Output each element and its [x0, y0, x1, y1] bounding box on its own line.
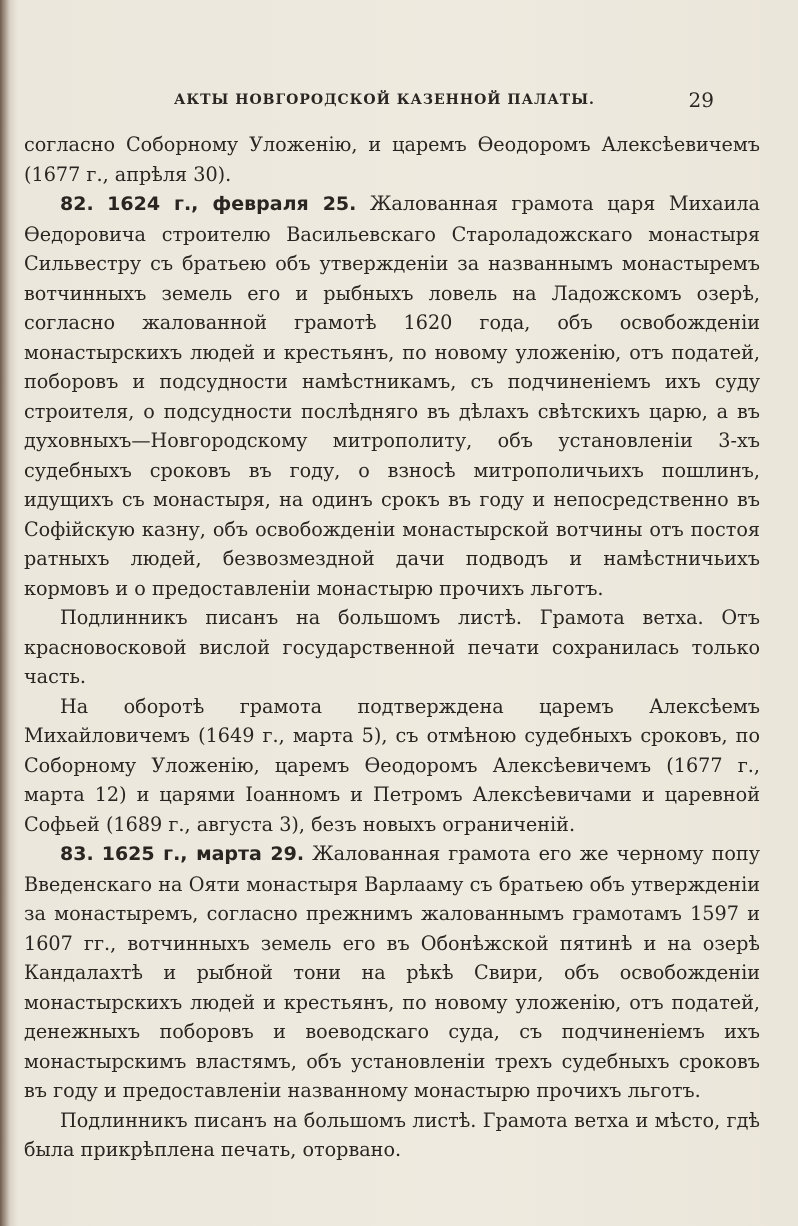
paragraph-text: Подлинникъ писанъ на большомъ листѣ. Грамота ветха и мѣсто, гдѣ была прикрѣплена печать, оторвано.: [24, 1108, 760, 1161]
paragraph-text: Подлинникъ писанъ на большомъ листѣ. Грамота ветха. Отъ красновосковой вислой государственной печати сохранилась только часть.: [24, 606, 760, 688]
entry-82: [24, 189, 760, 603]
entry-date: 1624 г., февраля 25.: [107, 193, 357, 215]
entry-number: 83.: [60, 843, 94, 865]
page-body: [24, 130, 760, 1165]
entry-date: 1625 г., марта 29.: [101, 843, 305, 865]
page-number: 29: [688, 88, 714, 112]
paragraph-continuation: [24, 130, 760, 189]
paragraph-text: На оборотѣ грамота подтверждена царемъ Алексѣемъ Михайловичемъ (1649 г., марта 5), съ отмѣною судебныхъ сроковъ, по Соборному Уложенію, царемъ Ѳеодоромъ Алексѣевичемъ (1677 г., марта 12) и царями Іоанномъ и Петромъ Алексѣевичами и царевной Софьей (1689 г., августа 3), безъ новыхъ ограниченій.: [24, 694, 760, 836]
page-header: [24, 88, 764, 112]
paragraph-text: согласно Соборному Уложенію, и царемъ Ѳеодоромъ Алексѣевичемъ (1677 г., апрѣля 30).: [24, 133, 760, 186]
entry-82-note-verso: [24, 692, 760, 840]
entry-text: Жалованная грамота его же черному попу Введенскаго на Ояти монастыря Варлааму съ братьею объ утвержденіи за монастыремъ, согласно прежнимъ жалованнымъ грамотамъ 1597 и 1607 гг., вотчинныхъ земель его въ Обонѣжской пятинѣ и на озерѣ Кандалахтѣ и рыбной тони на рѣкѣ Свири, объ освобожденіи монастырскихъ людей и крестьянъ, по новому уложенію, отъ податей, денежныхъ поборовъ и воеводскаго суда, съ подчиненіемъ ихъ монастырскимъ властямъ, объ установленіи трехъ судебныхъ сроковъ въ году и предоставленіи названному монастырю прочихъ льготъ.: [24, 842, 760, 1102]
entry-text: Жалованная грамота царя Михаила Ѳедоровича строителю Васильевскаго Староладожскаго монастыря Сильвестру съ братьею объ утвержденіи за названнымъ монастыремъ вотчинныхъ земель его и рыбныхъ ловель на Ладожскомъ озерѣ, согласно жалованной грамотѣ 1620 года, объ освобожденіи монастырскихъ людей и крестьянъ, по новому уложенію, отъ податей, поборовъ и подсудности намѣстникамъ, съ подчиненіемъ ихъ суду строителя, о подсудности послѣдняго въ дѣлахъ свѣтскихъ царю, а въ духовныхъ—Новгородскому митрополиту, объ установленіи 3-хъ судебныхъ сроковъ въ году, о взносѣ митрополичьихъ пошлинъ, идущихъ съ монастыря, на одинъ срокъ въ году и непосредственно въ Софійскую казну, объ освобожденіи монастырской вотчины отъ постоя ратныхъ людей, безвозмездной дачи подводъ и намѣстничьихъ кормовъ и о предоставленіи монастырю прочихъ льготъ.: [24, 192, 760, 600]
entry-number: 82.: [60, 193, 94, 215]
running-title: АКТЫ НОВГОРОДСКОЙ КАЗЕННОЙ ПАЛАТЫ.: [174, 92, 595, 108]
entry-83: [24, 839, 760, 1106]
entry-82-note-original: [24, 603, 760, 692]
entry-83-note-original: [24, 1106, 760, 1165]
